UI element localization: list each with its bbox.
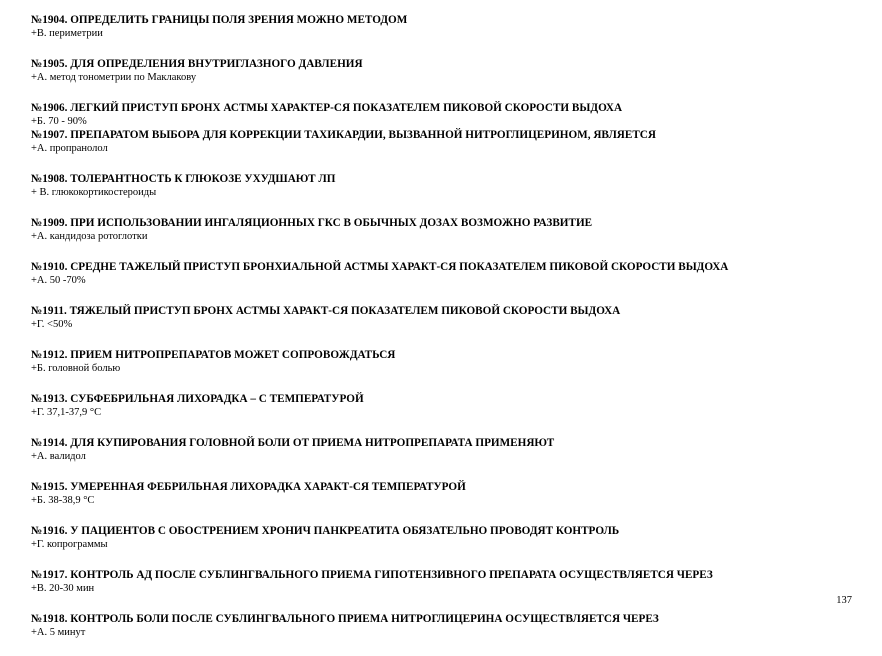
question-text: №1907. ПРЕПАРАТОМ ВЫБОРА ДЛЯ КОРРЕКЦИИ ТАХИКАРДИИ, ВЫЗВАННОЙ НИТРОГЛИЦЕРИНОМ, ЯВЛЯЕТСЯ — [31, 129, 656, 141]
question-text: №1912. ПРИЕМ НИТРОПРЕПАРАТОВ МОЖЕТ СОПРОВОЖДАТЬСЯ — [31, 349, 396, 361]
answer-text: +Б. 70 - 90% — [31, 116, 87, 127]
question-item-1913 — [31, 392, 871, 419]
question-text: №1916. У ПАЦИЕНТОВ С ОБОСТРЕНИЕМ ХРОНИЧ ПАНКРЕАТИТА ОБЯЗАТЕЛЬНО ПРОВОДЯТ КОНТРОЛЬ — [31, 525, 620, 537]
answer-text: +Б. головной болью — [31, 363, 121, 374]
question-item-1908 — [31, 172, 871, 199]
question-text: №1910. СРЕДНЕ ТАЖЕЛЫЙ ПРИСТУП БРОНХИАЛЬНОЙ АСТМЫ ХАРАКТ-СЯ ПОКАЗАТЕЛЕМ ПИКОВОЙ СКОРОСТИ ВЫДОХА — [31, 261, 729, 273]
question-text: №1913. СУБФЕБРИЛЬНАЯ ЛИХОРАДКА – С ТЕМПЕРАТУРОЙ — [31, 393, 364, 405]
question-item-1918 — [31, 612, 871, 639]
question-text: №1914. ДЛЯ КУПИРОВАНИЯ ГОЛОВНОЙ БОЛИ ОТ ПРИЕМА НИТРОПРЕПАРАТА ПРИМЕНЯЮТ — [31, 437, 555, 449]
question-item-1907 — [31, 128, 871, 155]
answer-text: +А. пропранолол — [31, 143, 108, 154]
answer-text: +В. периметрии — [31, 28, 103, 39]
question-item-1917 — [31, 568, 871, 595]
answer-text: +А. кандидоза ротоглотки — [31, 231, 148, 242]
answer-text: +В. 20-30 мин — [31, 583, 95, 594]
answer-text: +Г. 37,1-37,9 °С — [31, 407, 102, 418]
answer-text: + В. глюкокортикостероиды — [31, 187, 157, 198]
question-text: №1917. КОНТРОЛЬ АД ПОСЛЕ СУБЛИНГВАЛЬНОГО ПРИЕМА ГИПОТЕНЗИВНОГО ПРЕПАРАТА ОСУЩЕСТВЛЯЕТСЯ ЧЕРЕЗ — [31, 569, 713, 581]
question-item-1906 — [31, 101, 871, 128]
answer-text: +Г. копрограммы — [31, 539, 108, 550]
question-item-1911 — [31, 304, 871, 331]
question-text: №1905. ДЛЯ ОПРЕДЕЛЕНИЯ ВНУТРИГЛАЗНОГО ДАВЛЕНИЯ — [31, 58, 363, 70]
question-text: №1915. УМЕРЕННАЯ ФЕБРИЛЬНАЯ ЛИХОРАДКА ХАРАКТ-СЯ ТЕМПЕРАТУРОЙ — [31, 481, 466, 493]
answer-text: +А. валидол — [31, 451, 86, 462]
question-text: №1909. ПРИ ИСПОЛЬЗОВАНИИ ИНГАЛЯЦИОННЫХ ГКС В ОБЫЧНЫХ ДОЗАХ ВОЗМОЖНО РАЗВИТИЕ — [31, 217, 593, 229]
question-item-1915 — [31, 480, 871, 507]
question-item-1909 — [31, 216, 871, 243]
question-text: №1908. ТОЛЕРАНТНОСТЬ К ГЛЮКОЗЕ УХУДШАЮТ ЛП — [31, 173, 336, 185]
answer-text: +А. метод тонометрии по Маклакову — [31, 72, 197, 83]
question-text: №1904. ОПРЕДЕЛИТЬ ГРАНИЦЫ ПОЛЯ ЗРЕНИЯ МОЖНО МЕТОДОМ — [31, 14, 408, 26]
answer-text: +А. 5 минут — [31, 627, 86, 638]
question-item-1914 — [31, 436, 871, 463]
question-item-1910 — [31, 260, 871, 287]
question-item-1904 — [31, 13, 871, 40]
question-text: №1911. ТЯЖЕЛЫЙ ПРИСТУП БРОНХ АСТМЫ ХАРАКТ-СЯ ПОКАЗАТЕЛЕМ ПИКОВОЙ СКОРОСТИ ВЫДОХА — [31, 305, 621, 317]
question-item-1916 — [31, 524, 871, 551]
question-list — [31, 13, 871, 656]
question-text: №1906. ЛЕГКИЙ ПРИСТУП БРОНХ АСТМЫ ХАРАКТЕР-СЯ ПОКАЗАТЕЛЕМ ПИКОВОЙ СКОРОСТИ ВЫДОХА — [31, 102, 623, 114]
page-number: 137 — [836, 595, 852, 606]
question-item-1905 — [31, 57, 871, 84]
question-item-1912 — [31, 348, 871, 375]
answer-text: +Б. 38-38,9 °С — [31, 495, 95, 506]
question-text: №1918. КОНТРОЛЬ БОЛИ ПОСЛЕ СУБЛИНГВАЛЬНОГО ПРИЕМА НИТРОГЛИЦЕРИНА ОСУЩЕСТВЛЯЕТСЯ ЧЕРЕЗ — [31, 613, 659, 625]
answer-text: +Г. <50% — [31, 319, 73, 330]
answer-text: +А. 50 -70% — [31, 275, 86, 286]
